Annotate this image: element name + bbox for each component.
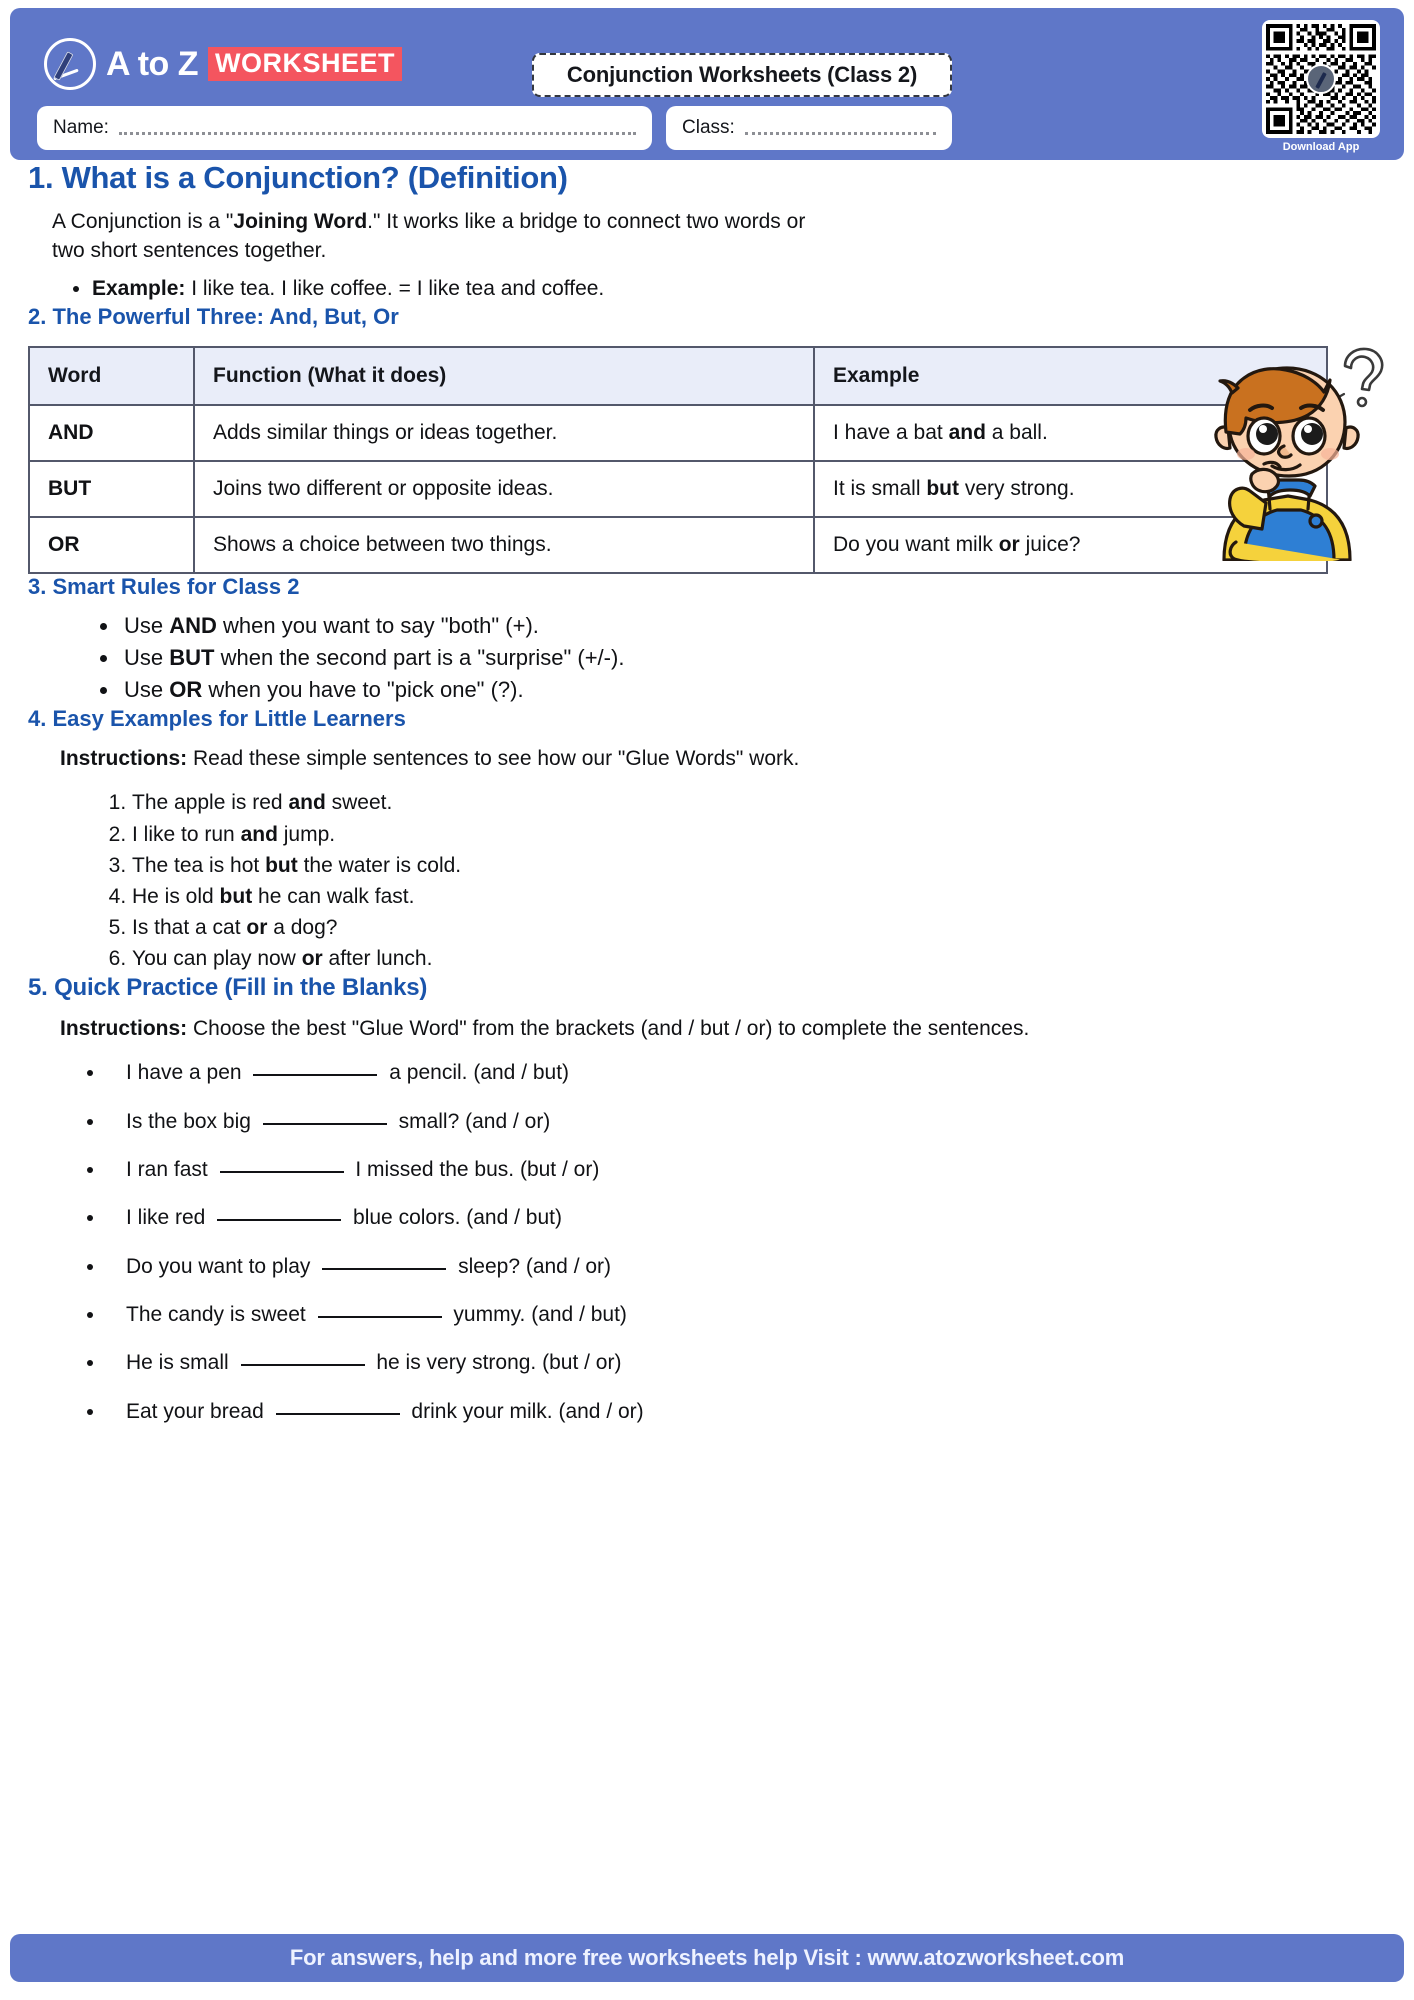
fill-in-blanks-list [28, 1059, 1386, 1426]
item-post: after lunch. [322, 946, 433, 970]
blank-post: small? (and / or) [392, 1109, 551, 1133]
example-label: Example: [92, 276, 186, 300]
definition-text-a: A Conjunction is a " [52, 210, 234, 233]
instructions-text: Read these simple sentences to see how our "Glue Words" work. [187, 747, 800, 771]
blank-pre: He is small [126, 1351, 235, 1375]
item-pre: The tea is hot [132, 853, 266, 877]
qr-center-logo-icon [1306, 64, 1336, 94]
cell-example [814, 461, 1327, 517]
instructions-text: Choose the best "Glue Word" from the brackets (and / but / or) to complete the sentences. [187, 1016, 1030, 1040]
blank-post: a pencil. (and / but) [383, 1061, 570, 1085]
list-item [106, 1156, 1386, 1184]
page-title: Conjunction Worksheets (Class 2) [566, 62, 918, 87]
cell-word: AND [29, 405, 194, 461]
table-row [29, 405, 1327, 461]
section-2-heading: 2. The Powerful Three: And, But, Or [28, 304, 399, 330]
col-header-word: Word [29, 347, 194, 405]
class-label: Class: [682, 117, 735, 138]
item-bold: but [265, 853, 298, 877]
blank-post: blue colors. (and / but) [347, 1206, 562, 1230]
cell-example [814, 405, 1327, 461]
class-write-line[interactable] [745, 121, 936, 135]
section-5-heading: 5. Quick Practice (Fill in the Blanks) [28, 973, 428, 1001]
worksheet-header [10, 8, 1404, 160]
cell-word: BUT [29, 461, 194, 517]
blank-input-line[interactable] [263, 1123, 387, 1125]
rule-pre: Use [124, 645, 170, 671]
worksheet-content [0, 160, 1414, 1426]
worksheet-footer[interactable] [10, 1934, 1404, 1982]
definition-text-b: ." It works like a bridge to connect two words or two short sentences together. [52, 210, 806, 262]
list-item [132, 943, 1386, 974]
name-write-line[interactable] [119, 121, 636, 135]
rule-bold: AND [169, 613, 217, 639]
list-item [106, 1204, 1386, 1232]
blank-pre: I like red [126, 1206, 212, 1230]
blank-input-line[interactable] [253, 1074, 377, 1076]
item-bold: and [288, 791, 326, 815]
item-bold: and [240, 822, 278, 846]
blank-input-line[interactable] [276, 1413, 400, 1415]
list-item [106, 1349, 1386, 1377]
worksheet-title-box [532, 53, 952, 97]
list-item [106, 1059, 1386, 1087]
item-bold: or [246, 915, 268, 939]
rule-pre: Use [124, 677, 170, 703]
list-item [132, 912, 1386, 943]
item-post: the water is cold. [297, 853, 462, 877]
rule-bold: OR [169, 677, 203, 703]
list-item [106, 1398, 1386, 1426]
rule-post: when the second part is a "surprise" (+/-). [214, 645, 625, 671]
download-app-caption: Download App [1282, 141, 1360, 153]
blank-input-line[interactable] [217, 1219, 341, 1221]
col-header-example: Example [814, 347, 1327, 405]
brand-logo [44, 38, 402, 90]
item-pre: You can play now [132, 946, 302, 970]
rule-item [120, 674, 1386, 706]
instructions-label: Instructions: [60, 747, 188, 771]
blank-input-line[interactable] [318, 1316, 442, 1318]
blank-post: I missed the bus. (but / or) [349, 1157, 600, 1181]
section-4-heading: 4. Easy Examples for Little Learners [28, 706, 406, 732]
table-header-row [29, 347, 1327, 405]
definition-example-item [92, 274, 1386, 304]
item-bold: but [219, 884, 253, 908]
list-item [106, 1108, 1386, 1136]
name-label: Name: [53, 117, 109, 138]
cell-example-bold: and [948, 421, 986, 445]
item-post: a dog? [267, 915, 338, 939]
section-3-heading: 3. Smart Rules for Class 2 [28, 574, 300, 600]
cell-example-bold: or [998, 533, 1020, 557]
cell-function: Adds similar things or ideas together. [194, 405, 814, 461]
conjunction-table [28, 346, 1328, 574]
rule-post: when you have to "pick one" (?). [202, 677, 524, 703]
list-item [106, 1301, 1386, 1329]
item-pre: He is old [132, 884, 220, 908]
cell-example-pre: I have a bat [833, 421, 949, 445]
table-row [29, 461, 1327, 517]
cell-example-post: a ball. [985, 421, 1048, 445]
cell-example-pre: It is small [833, 477, 927, 501]
blank-input-line[interactable] [322, 1268, 446, 1270]
definition-paragraph [52, 208, 842, 266]
rule-post: when you want to say "both" (+). [216, 613, 539, 639]
name-field[interactable] [37, 106, 652, 150]
joining-word-bold: Joining Word [233, 210, 368, 233]
rule-pre: Use [124, 613, 170, 639]
cell-example-post: juice? [1019, 533, 1081, 557]
smart-rules-list [28, 610, 1386, 706]
col-header-function: Function (What it does) [194, 347, 814, 405]
blank-post: sleep? (and / or) [452, 1254, 612, 1278]
section-1-heading: 1. What is a Conjunction? (Definition) [28, 160, 568, 195]
brand-badge: WORKSHEET [208, 47, 402, 81]
instructions-label: Instructions: [60, 1016, 188, 1040]
section-5-instructions [60, 1014, 1350, 1043]
definition-example-list [28, 274, 1386, 304]
blank-input-line[interactable] [241, 1364, 365, 1366]
example-text: I like tea. I like coffee. = I like tea and coffee. [185, 276, 605, 300]
rule-item [120, 642, 1386, 674]
cell-function: Shows a choice between two things. [194, 517, 814, 573]
cell-example-pre: Do you want milk [833, 533, 999, 557]
cell-word: OR [29, 517, 194, 573]
list-item [132, 787, 1386, 818]
qr-block[interactable] [1262, 20, 1380, 153]
item-post: jump. [277, 822, 336, 846]
item-pre: I like to run [132, 822, 241, 846]
list-item [132, 881, 1386, 912]
table-row [29, 517, 1327, 573]
cell-example-post: very strong. [959, 477, 1075, 501]
brand-name: A to Z [106, 45, 199, 83]
item-bold: or [301, 946, 323, 970]
blank-post: he is very strong. (but / or) [370, 1351, 622, 1375]
blank-post: yummy. (and / but) [447, 1303, 627, 1327]
list-item [132, 850, 1386, 881]
item-post: he can walk fast. [252, 884, 415, 908]
rule-item [120, 610, 1386, 642]
blank-pre: Do you want to play [126, 1254, 317, 1278]
section-4-instructions [60, 744, 1350, 773]
blank-input-line[interactable] [220, 1171, 344, 1173]
item-post: sweet. [325, 791, 393, 815]
item-pre: The apple is red [132, 791, 289, 815]
cell-example-bold: but [926, 477, 959, 501]
blank-pre: Is the box big [126, 1109, 257, 1133]
blank-pre: I have a pen [126, 1061, 248, 1085]
cell-example [814, 517, 1327, 573]
blank-pre: The candy is sweet [126, 1303, 312, 1327]
list-item [106, 1253, 1386, 1281]
rule-bold: BUT [169, 645, 215, 671]
blank-pre: Eat your bread [126, 1399, 270, 1423]
class-field[interactable] [666, 106, 952, 150]
footer-text: For answers, help and more free worksheets help Visit : www.atozworksheet.com [289, 1945, 1125, 1970]
pen-circle-icon [44, 38, 96, 90]
blank-post: drink your milk. (and / or) [405, 1399, 644, 1423]
list-item [132, 819, 1386, 850]
item-pre: Is that a cat [132, 915, 247, 939]
cell-function: Joins two different or opposite ideas. [194, 461, 814, 517]
easy-examples-list [28, 787, 1386, 973]
qr-code[interactable] [1262, 20, 1380, 138]
blank-pre: I ran fast [126, 1157, 214, 1181]
